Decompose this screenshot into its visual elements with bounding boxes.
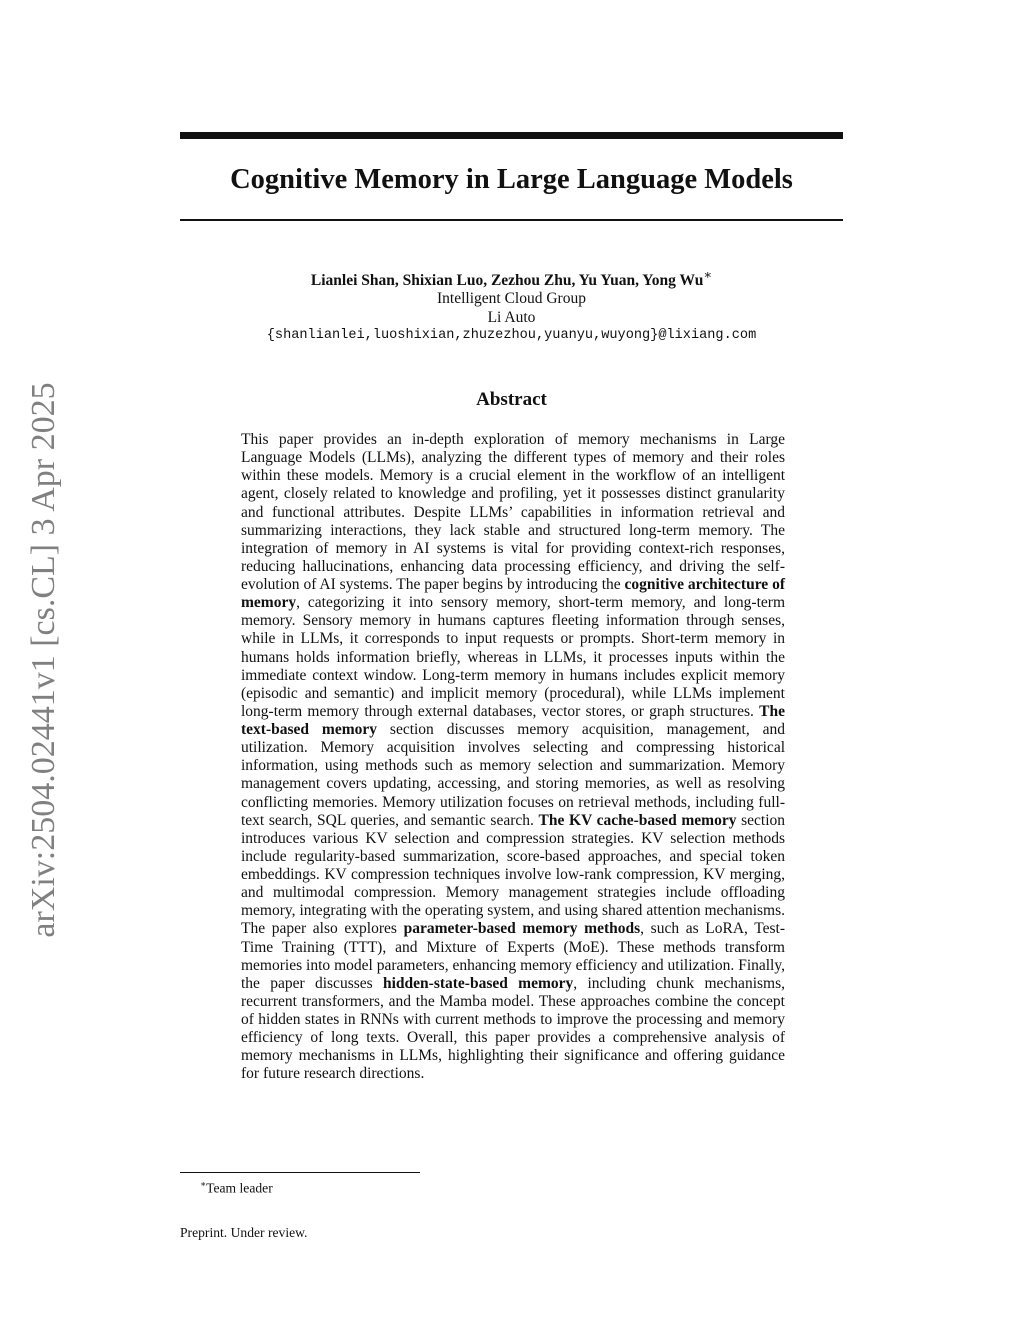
footnote-mark: ∗ (200, 1179, 207, 1189)
footnote-rule (180, 1172, 420, 1173)
footnote (200, 1176, 273, 1197)
author-emails: {shanlianlei,luoshixian,zhuzezhou,yuanyu,wuyong}@lixiang.com (266, 328, 757, 344)
abstract-text (241, 431, 785, 1084)
abstract-emphasis: parameter-based memory methods (403, 920, 641, 938)
affiliation-organization: Li Auto (487, 308, 536, 326)
abstract-segment: section discusses memory acquisition, management, and utilization. Memory acquisition involves selecting and compressing historical information, using methods such as memory selection and summarization. Memory management covers updating, accessing, and storing memories, as well as resolving conflicting memories. Memory utilization focuses on retrieval methods, including full-text search, SQL queries, and semantic search. (241, 721, 785, 829)
abstract-segment: , categorizing it into sensory memory, short-term memory, and long-term memory. Sensory memory in humans captures fleeting information through senses, while in LLMs, it corresponds to input requests or prompts. Short-term memory in humans holds information briefly, whereas in LLMs, it processes inputs within the immediate context window. Long-term memory in humans includes explicit memory (episodic and semantic) and implicit memory (procedural), while LLMs implement long-term memory through external databases, vector stores, or graph structures. (241, 594, 785, 720)
title-bottom-rule (180, 219, 843, 221)
paper-title: Cognitive Memory in Large Language Models (230, 164, 793, 195)
abstract-emphasis: The KV cache-based memory (538, 811, 737, 829)
abstract-emphasis: cognitive architecture of memory (241, 576, 786, 612)
author-block (180, 266, 843, 345)
author-list: Lianlei Shan, Shixian Luo, Zezhou Zhu, Yu Yuan, Yong Wu (310, 272, 704, 290)
preprint-notice: Preprint. Under review. (180, 1225, 308, 1240)
abstract-segment: , including chunk mechanisms, recurrent transformers, and the Mamba model. These approaches combine the concept of hidden states in RNNs with current methods to improve the processing and memory efficiency of long texts. Overall, this paper provides a comprehensive analysis of memory mechanisms in LLMs, highlighting their significance and offering guidance for future research directions. (241, 974, 785, 1083)
title-top-rule (180, 132, 843, 139)
author-line (180, 266, 843, 290)
abstract-heading: Abstract (476, 389, 547, 410)
abstract-emphasis: hidden-state-based memory (382, 974, 574, 992)
affiliation-group: Intelligent Cloud Group (437, 290, 586, 308)
footnote-text: Team leader (206, 1180, 273, 1196)
abstract-segment: This paper provides an in-depth exploration of memory mechanisms in Large Language Models (LLMs), analyzing the different types of memory and their roles within these models. Memory is a crucial element in the workflow of an intelligent agent, closely related to knowledge and profiling, yet it possesses distinct granularity and functional attributes. Despite LLMs’ capabilities in information retrieval and summarizing interactions, they lack stable and structured long-term memory. The integration of memory in AI systems is vital for providing context-rich responses, reducing hallucinations, enhancing data processing efficiency, and driving the self-evolution of AI systems. The paper begins by introducing the (241, 431, 785, 593)
team-leader-mark: ∗ (703, 267, 713, 282)
abstract-emphasis: The text-based memory (241, 702, 786, 738)
arxiv-identifier-stamp: arXiv:2504.02441v1 [cs.CL] 3 Apr 2025 (25, 382, 62, 938)
abstract-segment: section introduces various KV selection and compression strategies. KV selection methods include regularity-based summarization, score-based approaches, and special token embeddings. KV compression techniques involve low-rank compression, KV merging, and multimodal compression. Memory management strategies include offloading memory, integrating with the operating system, and using shared attention mechanisms. The paper also explores (241, 811, 786, 938)
abstract-segment: , such as LoRA, Test-Time Training (TTT), and Mixture of Experts (MoE). These methods transform memories into model parameters, enhancing memory efficiency and utilization. Finally, the paper discusses (241, 920, 786, 992)
